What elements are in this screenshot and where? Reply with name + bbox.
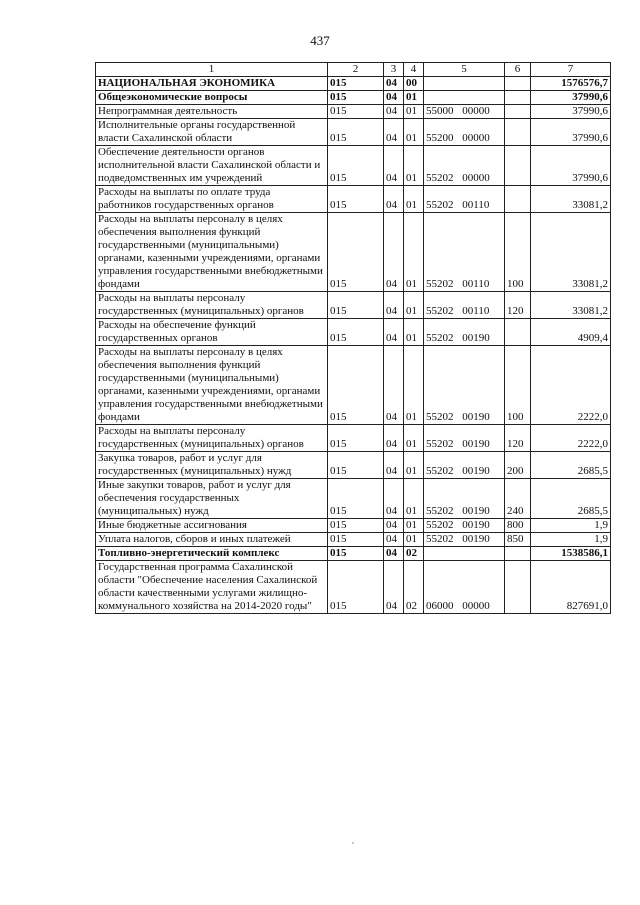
column-header-5: 5 [424,63,505,77]
row-expense-type: 240 [505,479,531,519]
row-department-code: 015 [328,105,384,119]
row-department-code: 015 [328,561,384,614]
column-header-1: 1 [96,63,328,77]
row-target-article: 55202 00110 [424,186,505,213]
row-amount: 1,9 [531,533,611,547]
row-subsection-code: 01 [404,91,424,105]
row-subsection-code: 01 [404,213,424,292]
row-expense-type: 120 [505,292,531,319]
row-department-code: 015 [328,186,384,213]
row-amount: 1576576,7 [531,77,611,91]
row-name: Иные бюджетные ассигнования [96,519,328,533]
table-row [96,452,611,479]
row-target-article: 55202 00190 [424,425,505,452]
row-expense-type: 100 [505,346,531,425]
row-name: Топливно-энергетический комплекс [96,547,328,561]
row-target-article: 55202 00190 [424,319,505,346]
row-department-code: 015 [328,319,384,346]
table-row [96,519,611,533]
row-subsection-code: 01 [404,105,424,119]
row-name: Уплата налогов, сборов и иных платежей [96,533,328,547]
row-name: Расходы на выплаты персоналу в целях обеспечения выполнения функций государственными (муниципальными) органами, казенными учреждениями, органами управления государственными внебюджетными фондами [96,346,328,425]
table-row [96,186,611,213]
row-expense-type [505,119,531,146]
row-section-code: 04 [384,213,404,292]
budget-table-body [96,63,611,614]
row-name: Иные закупки товаров, работ и услуг для обеспечения государственных (муниципальных) нужд [96,479,328,519]
row-section-code: 04 [384,119,404,146]
row-department-code: 015 [328,77,384,91]
column-header-4: 4 [404,63,424,77]
row-section-code: 04 [384,346,404,425]
row-expense-type: 200 [505,452,531,479]
row-department-code: 015 [328,479,384,519]
row-subsection-code: 01 [404,119,424,146]
row-target-article: 55202 00190 [424,346,505,425]
row-expense-type [505,91,531,105]
row-department-code: 015 [328,533,384,547]
row-target-article: 55202 00190 [424,479,505,519]
budget-table [95,62,611,614]
row-expense-type [505,547,531,561]
table-row [96,77,611,91]
row-section-code: 04 [384,425,404,452]
row-subsection-code: 01 [404,519,424,533]
row-section-code: 04 [384,105,404,119]
row-name: Закупка товаров, работ и услуг для государственных (муниципальных) нужд [96,452,328,479]
row-target-article [424,91,505,105]
row-section-code: 04 [384,547,404,561]
row-subsection-code: 00 [404,77,424,91]
row-target-article: 55000 00000 [424,105,505,119]
table-row [96,292,611,319]
row-name: Расходы на выплаты персоналу государственных (муниципальных) органов [96,425,328,452]
row-subsection-code: 01 [404,425,424,452]
row-amount: 2685,5 [531,452,611,479]
row-amount: 33081,2 [531,186,611,213]
row-section-code: 04 [384,91,404,105]
table-row [96,91,611,105]
column-header-2: 2 [328,63,384,77]
row-expense-type: 120 [505,425,531,452]
row-subsection-code: 01 [404,292,424,319]
row-section-code: 04 [384,479,404,519]
row-amount: 827691,0 [531,561,611,614]
page-number: 437 [310,33,330,48]
row-section-code: 04 [384,292,404,319]
row-amount: 37990,6 [531,146,611,186]
row-name: Расходы на выплаты персоналу в целях обеспечения выполнения функций государственными (муниципальными) органами, казенными учреждениями, органами управления государственными внебюджетными фондами [96,213,328,292]
row-expense-type: 800 [505,519,531,533]
row-name: Непрограммная деятельность [96,105,328,119]
table-row [96,547,611,561]
scan-speck [352,842,354,844]
row-expense-type [505,77,531,91]
row-name: Обеспечение деятельности органов исполнительной власти Сахалинской области и подведомственных им учреждений [96,146,328,186]
row-expense-type [505,146,531,186]
row-subsection-code: 01 [404,452,424,479]
row-target-article: 55202 00190 [424,519,505,533]
row-section-code: 04 [384,146,404,186]
row-target-article: 55202 00190 [424,452,505,479]
row-amount: 2685,5 [531,479,611,519]
row-expense-type [505,186,531,213]
row-section-code: 04 [384,186,404,213]
row-section-code: 04 [384,77,404,91]
row-target-article: 06000 00000 [424,561,505,614]
row-subsection-code: 01 [404,479,424,519]
table-row [96,346,611,425]
row-department-code: 015 [328,213,384,292]
row-expense-type [505,105,531,119]
table-row [96,146,611,186]
row-subsection-code: 02 [404,547,424,561]
row-name: Расходы на обеспечение функций государственных органов [96,319,328,346]
row-section-code: 04 [384,452,404,479]
row-department-code: 015 [328,91,384,105]
row-target-article: 55200 00000 [424,119,505,146]
row-expense-type: 850 [505,533,531,547]
row-target-article: 55202 00190 [424,533,505,547]
table-row [96,119,611,146]
row-amount: 37990,6 [531,91,611,105]
column-header-3: 3 [384,63,404,77]
row-subsection-code: 01 [404,186,424,213]
row-expense-type: 100 [505,213,531,292]
row-amount: 1538586,1 [531,547,611,561]
row-subsection-code: 01 [404,346,424,425]
row-department-code: 015 [328,452,384,479]
table-row [96,213,611,292]
row-department-code: 015 [328,146,384,186]
row-amount: 33081,2 [531,292,611,319]
table-row [96,479,611,519]
row-section-code: 04 [384,561,404,614]
row-amount: 1,9 [531,519,611,533]
table-header-row [96,63,611,77]
row-subsection-code: 01 [404,533,424,547]
row-expense-type [505,319,531,346]
row-department-code: 015 [328,425,384,452]
row-department-code: 015 [328,519,384,533]
row-amount: 37990,6 [531,119,611,146]
row-section-code: 04 [384,519,404,533]
row-section-code: 04 [384,319,404,346]
row-name: Исполнительные органы государственной власти Сахалинской области [96,119,328,146]
row-department-code: 015 [328,346,384,425]
table-row [96,561,611,614]
row-subsection-code: 01 [404,319,424,346]
row-amount: 2222,0 [531,346,611,425]
row-subsection-code: 01 [404,146,424,186]
table-row [96,319,611,346]
row-target-article: 55202 00000 [424,146,505,186]
row-target-article: 55202 00110 [424,213,505,292]
row-amount: 33081,2 [531,213,611,292]
row-target-article [424,77,505,91]
row-name: Расходы на выплаты персоналу государственных (муниципальных) органов [96,292,328,319]
row-department-code: 015 [328,547,384,561]
row-target-article [424,547,505,561]
column-header-6: 6 [505,63,531,77]
row-expense-type [505,561,531,614]
table-row [96,105,611,119]
row-section-code: 04 [384,533,404,547]
table-row [96,533,611,547]
row-subsection-code: 02 [404,561,424,614]
row-name: Расходы на выплаты по оплате труда работников государственных органов [96,186,328,213]
row-name: Государственная программа Сахалинской области "Обеспечение населения Сахалинской области качественными услугами жилищно-коммунального хозяйства на 2014-2020 годы" [96,561,328,614]
row-name: Общеэкономические вопросы [96,91,328,105]
row-amount: 37990,6 [531,105,611,119]
column-header-7: 7 [531,63,611,77]
row-target-article: 55202 00110 [424,292,505,319]
row-amount: 4909,4 [531,319,611,346]
row-department-code: 015 [328,292,384,319]
row-name: НАЦИОНАЛЬНАЯ ЭКОНОМИКА [96,77,328,91]
row-department-code: 015 [328,119,384,146]
table-row [96,425,611,452]
row-amount: 2222,0 [531,425,611,452]
